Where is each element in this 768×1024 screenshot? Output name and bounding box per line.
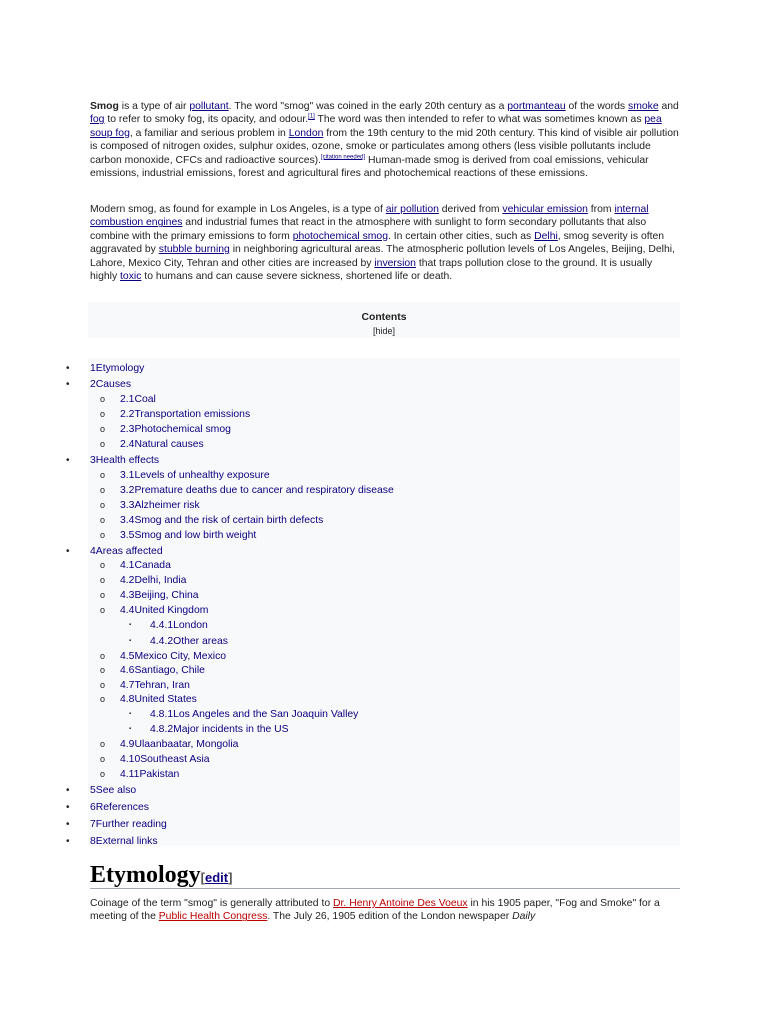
toc-item[interactable] — [120, 422, 231, 437]
toc-item-label: 3.1Levels of unhealthy exposure — [120, 470, 270, 481]
toc-item-label: 4.8.2Major incidents in the US — [150, 724, 289, 735]
modern-smog-paragraph: Modern smog, as found for example in Los Angeles, is a type of air pollution derived from vehicular emission from internal combustion engines and industrial fumes that react in the atmosphere with sunlight to form secondary pollutants that also combine with the primary emissions to form photochemical smog. In certain other cities, such as Delhi, smog severity is often aggravated by stubble burning in neighboring agricultural areas. The atmospheric pollution levels of Los Angeles, Beijing, Delhi, Lahore, Mexico City, Tehran and other cities are increased by inversion that traps pollution close to the ground. It is usually highly toxic to humans and can cause severe sickness, shortened life or death. — [90, 204, 675, 283]
toc-item-label: 8External links — [90, 836, 158, 847]
toc-item-label: 3Health effects — [90, 455, 160, 466]
toc-item[interactable] — [150, 707, 358, 722]
toc-item-label: 2.3Photochemical smog — [120, 424, 231, 435]
toc-item-label: 2.4Natural causes — [120, 439, 204, 450]
intro-paragraph: Smog is a type of air pollutant. The word "smog" was coined in the early 20th century as a portmanteau of the words smoke and fog to refer to smoky fog, its opacity, and odour.[1] The word was then intended to refer to what was sometimes known as pea soup fog, a familiar and serious problem in London from the 19th century to the mid 20th century. This kind of visible air pollution is composed of nitrogen oxides, sulphur oxides, ozone, smoke or particulates among others (less visible pollutants include carbon monoxide, CFCs and radioactive sources).[citation needed] Human-made smog is derived from coal emissions, vehicular emissions, industrial emissions, forest and agricultural fires and photochemical reactions of these emissions. — [90, 101, 679, 180]
toc-bullet: o — [100, 694, 106, 704]
etymology-heading: Etymology[edit] — [90, 862, 233, 888]
smog-term: Smog — [90, 101, 119, 112]
toc-item[interactable] — [120, 437, 204, 452]
toc-bullet: o — [100, 590, 106, 600]
toc-item-label: 4.2Delhi, India — [120, 575, 187, 586]
toc-item[interactable] — [120, 513, 323, 528]
toc-item[interactable] — [150, 618, 208, 633]
toc-item-label: 3.4Smog and the risk of certain birth defects — [120, 515, 324, 526]
toc-item[interactable] — [120, 392, 156, 407]
toc-item-label: 2.2Transportation emissions — [120, 409, 251, 420]
toc-bullet: o — [100, 409, 106, 419]
link-inversion[interactable]: inversion — [374, 257, 416, 269]
toc-item-label: 6References — [90, 802, 149, 813]
toc-item[interactable] — [120, 498, 200, 513]
citation-needed[interactable]: [citation needed] — [321, 154, 366, 161]
toc-item[interactable] — [120, 603, 208, 618]
toc-bullet: • — [66, 836, 70, 847]
toc-hide-toggle[interactable]: [hide] — [372, 326, 396, 336]
toc-item[interactable] — [120, 573, 186, 588]
toc-item-label: 4.8United States — [120, 694, 197, 705]
toc-item[interactable] — [120, 678, 190, 693]
toc-bullet: o — [100, 665, 106, 675]
toc-item-label: 4.4.1London — [150, 620, 208, 631]
toc-bullet: o — [100, 515, 106, 525]
link-fog[interactable]: fog — [90, 114, 105, 126]
toc-bullet: ▪ — [129, 638, 132, 644]
toc-bullet: • — [66, 379, 70, 390]
toc-item[interactable] — [120, 407, 250, 422]
toc-item-label: 3.2Premature deaths due to cancer and respiratory disease — [120, 485, 394, 496]
toc-item-label: 4.1Canada — [120, 560, 171, 571]
toc-item[interactable] — [120, 468, 270, 483]
etymology-paragraph: Coinage of the term "smog" is generally attributed to Dr. Henry Antoine Des Voeux in his 1905 paper, "Fog and Smoke" for a meeting of the Public Health Congress. The July 26, 1905 edition of the London newspaper Daily — [90, 898, 660, 923]
toc-bullet: o — [100, 485, 106, 495]
toc-item[interactable] — [120, 752, 210, 767]
heading-divider — [90, 888, 680, 889]
toc-bullet: o — [100, 530, 106, 540]
toc-item-label: 3.5Smog and low birth weight — [120, 530, 257, 541]
toc-item-label: 4.10Southeast Asia — [120, 754, 210, 765]
link-public-health-congress[interactable]: Public Health Congress — [158, 911, 268, 923]
link-london[interactable]: London — [288, 127, 324, 139]
toc-bullet: o — [100, 500, 106, 510]
toc-item-label: 4.7Tehran, Iran — [120, 680, 190, 691]
toc-bullet: • — [66, 819, 70, 830]
toc-bullet: o — [100, 470, 106, 480]
link-photochemical-smog[interactable]: photochemical smog — [292, 230, 388, 242]
toc-bullet: • — [66, 802, 70, 813]
reference-1[interactable]: [1] — [308, 113, 315, 120]
toc-item-label: 5See also — [90, 785, 137, 796]
link-stubble-burning[interactable]: stubble burning — [158, 244, 230, 256]
toc-item[interactable] — [120, 483, 394, 498]
link-pollutant[interactable]: pollutant — [189, 101, 229, 112]
toc-item-label: 4.8.1Los Angeles and the San Joaquin Valley — [150, 709, 359, 720]
toc-item[interactable] — [90, 361, 144, 376]
toc-item[interactable] — [120, 558, 171, 573]
toc-bullet: o — [100, 651, 106, 661]
toc-bullet: o — [100, 754, 106, 764]
toc-bullet: • — [66, 455, 70, 466]
toc-item[interactable] — [90, 377, 131, 392]
toc-item[interactable] — [90, 783, 136, 798]
toc-item-label: 1Etymology — [90, 363, 145, 374]
toc-bullet: o — [100, 560, 106, 570]
toc-bullet: o — [100, 394, 106, 404]
link-internal-combustion-engines[interactable]: internal combustion engines — [90, 204, 649, 229]
toc-bullet: o — [100, 439, 106, 449]
toc-bullet: o — [100, 575, 106, 585]
link-pea-soup-fog[interactable]: pea soup fog — [90, 114, 662, 139]
toc-bullet: • — [66, 363, 70, 374]
toc-item-label: 2.1Coal — [120, 394, 156, 405]
toc-bullet: o — [100, 424, 106, 434]
toc-bullet: o — [100, 739, 106, 749]
toc-item-label: 4.9Ulaanbaatar, Mongolia — [120, 739, 239, 750]
edit-section-link[interactable]: edit — [205, 870, 229, 885]
toc-item[interactable] — [120, 767, 179, 782]
link-vehicular-emission[interactable]: vehicular emission — [502, 204, 588, 215]
toc-item-label: 3.3Alzheimer risk — [120, 500, 200, 511]
toc-item[interactable] — [120, 649, 226, 664]
toc-item[interactable] — [90, 453, 159, 468]
toc-bullet: o — [100, 680, 106, 690]
toc-item[interactable] — [150, 722, 289, 737]
toc-item-label: 4.3Beijing, China — [120, 590, 199, 601]
toc-item-label: 7Further reading — [90, 819, 167, 830]
toc-header — [88, 302, 680, 338]
toc-item[interactable] — [120, 692, 197, 707]
toc-item[interactable] — [120, 528, 256, 543]
toc-item[interactable] — [90, 817, 167, 832]
toc-item-label: 4.11Pakistan — [120, 769, 180, 780]
toc-item-label: 2Causes — [90, 379, 132, 390]
toc-item-label: 4Areas affected — [90, 546, 163, 557]
toc-bullet: • — [66, 546, 70, 557]
toc-item[interactable] — [90, 834, 158, 849]
link-delhi[interactable]: Delhi — [534, 230, 558, 242]
toc-item-label: 4.5Mexico City, Mexico — [120, 651, 227, 662]
toc-item[interactable] — [90, 800, 149, 815]
link-smoke[interactable]: smoke — [628, 101, 659, 112]
toc-bullet: o — [100, 769, 106, 779]
toc-item[interactable] — [120, 588, 199, 603]
toc-bullet: ▪ — [129, 711, 132, 717]
link-air-pollution[interactable]: air pollution — [385, 204, 439, 215]
toc-bullet: ▪ — [129, 726, 132, 732]
toc-item[interactable] — [120, 737, 238, 752]
toc-item-label: 4.6Santiago, Chile — [120, 665, 205, 676]
toc-bullet: • — [66, 785, 70, 796]
link-portmanteau[interactable]: portmanteau — [507, 101, 566, 112]
toc-item-label: 4.4.2Other areas — [150, 636, 228, 647]
toc-item[interactable] — [90, 544, 163, 559]
toc-item-label: 4.4United Kingdom — [120, 605, 209, 616]
link-toxic[interactable]: toxic — [120, 271, 142, 283]
toc-title: Contents — [361, 312, 407, 323]
toc-item[interactable] — [120, 663, 205, 678]
toc-bullet: o — [100, 605, 106, 615]
toc-item[interactable] — [150, 634, 228, 649]
toc-bullet: ▪ — [129, 622, 132, 628]
link-henry-des-voeux[interactable]: Dr. Henry Antoine Des Voeux — [333, 898, 468, 909]
